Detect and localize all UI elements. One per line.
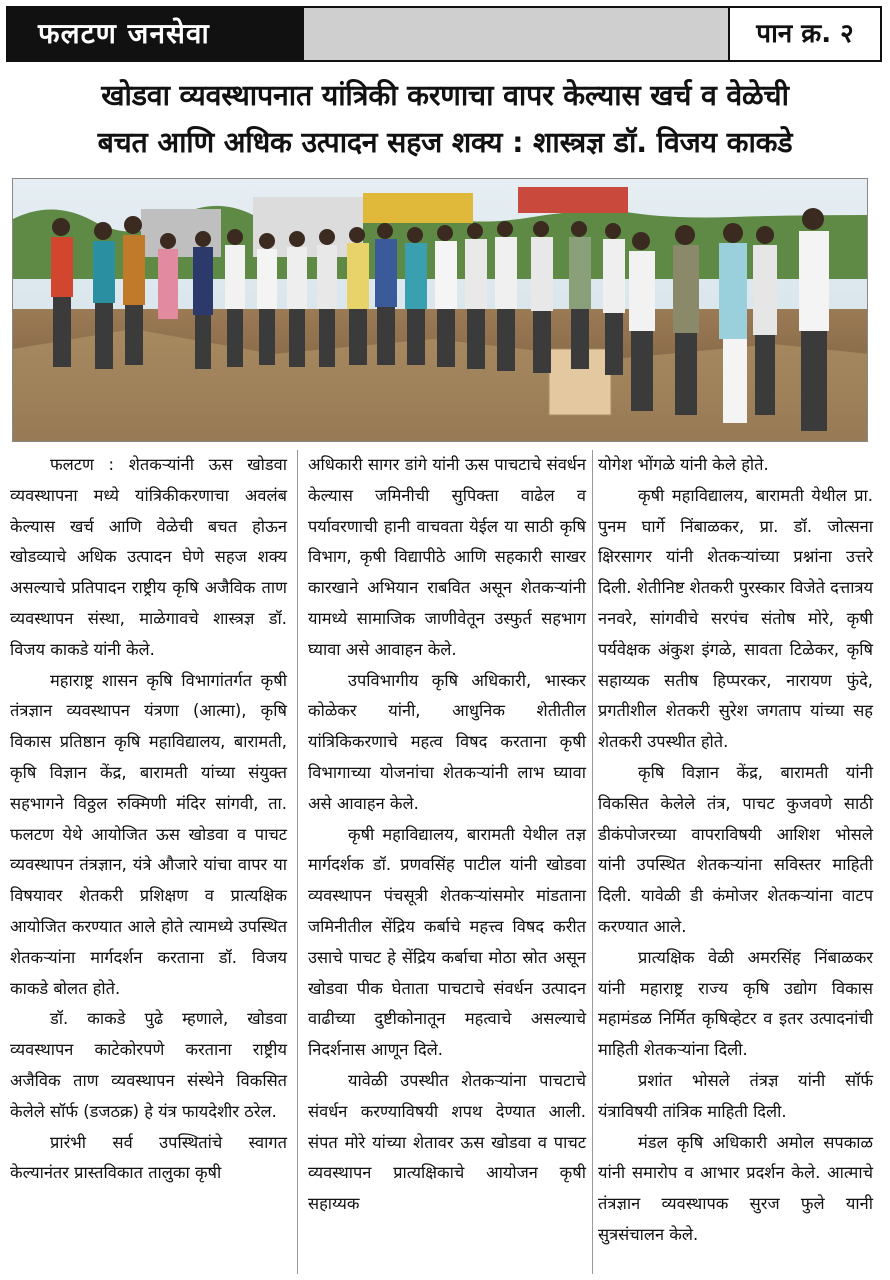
paragraph: योगेश भोंगळे यांनी केले होते. <box>598 455 769 474</box>
masthead-grey-band <box>304 8 730 60</box>
headline-line-1: खोडवा व्यवस्थापनात यांत्रिकी करणाचा वापर केल्यास खर्च व वेळेची <box>101 79 789 112</box>
paragraph: मंडल कृषि अधिकारी अमोल सपकाळ यांनी समारोप व आभार प्रदर्शन केले. आत्माचे तंत्रज्ञान व्यवस्थापक सुरज फुले यानी सुत्रसंचालन केले. <box>598 1132 873 1244</box>
paragraph: प्रारंभी सर्व उपस्थितांचे स्वागत केल्यानंतर प्रास्तविकात तालुका कृषी <box>10 1132 287 1183</box>
paragraph: फलटण : शेतकऱ्यांनी ऊस खोडवा व्यवस्थापना मध्ये यांत्रिकीकरणाचा अवलंब केल्यास खर्च आणि वेळेची बचत होऊन खोडव्याचे अधिक उत्पादन घेणे सहज शक्य असल्याचे प्रतिपादन राष्ट्रीय कृषि अजैविक ताण व्यवस्थापन संस्था, माळेगावचे शास्त्रज्ञ डॉ. विजय काकडे यांनी केले. <box>10 455 287 659</box>
article-column-2 <box>308 450 586 1220</box>
article-column-3 <box>598 450 873 1251</box>
column-divider-2 <box>592 450 593 1274</box>
page-number: पान क्र. २ <box>756 19 854 49</box>
headline-line-2: बचत आणि अधिक उत्पादन सहज शक्य : शास्त्रज्ञ डॉ. विजय काकडे <box>97 126 793 159</box>
column-divider-1 <box>297 450 298 1274</box>
machine-red <box>518 187 628 213</box>
paragraph: महाराष्ट्र शासन कृषि विभागांतर्गत कृषी तंत्रज्ञान व्यवस्थापन यंत्रणा (आत्मा), कृषि विकास प्रतिष्ठान कृषि महाविद्यालय, बारामती, कृषि विज्ञान केंद्र, बारामती यांच्या संयुक्त सहभागने विठ्ठल रुक्मिणी मंदिर सांगवी, ता. फलटण येथे आयोजित ऊस खोडवा व पाचट व्यवस्थापन तंत्रज्ञान, यंत्रे औजारे यांचा वापर या विषयावर शेतकरी प्रशिक्षण व प्रात्यक्षिक आयोजित करण्यात आले होते त्यामध्ये उपस्थित शेतकऱ्यांना मार्गदर्शन करताना डॉ. विजय काकडे बोलत होते. <box>10 670 287 998</box>
paragraph: प्रात्यक्षिक वेळी अमरसिंह निंबाळकर यांनी महाराष्ट्र राज्य कृषि उद्योग विकास महामंडळ निर्मित कृषिव्हेटर व इतर उत्पादनांची माहिती शेतकऱ्यांना दिली. <box>598 947 873 1060</box>
machine-yellow <box>363 193 473 223</box>
newspaper-name: फलटण जनसेवा <box>8 8 304 60</box>
headline <box>8 72 882 166</box>
paragraph: अधिकारी सागर डांगे यांनी ऊस पाचटाचे संवर्धन केल्यास जमिनीची सुपिक्ता वाढेल व पर्यावरणाची हानी वाचवता येईल या साठी कृषि विभाग, कृषी विद्यापीठे आणि सहकारी साखर कारखाने अभियान राबवित असून शेतकऱ्यांनी यामध्ये सामाजिक जाणीवेतून उस्फुर्त सहभाग घ्यावा असे आवाहन केले. <box>308 455 586 659</box>
paragraph: उपविभागीय कृषि अधिकारी, भास्कर कोळेकर यांनी, आधुनिक शेतीतील यांत्रिकिकरणाचे महत्व विषद करताना कृषी विभागाच्या योजनांचा शेतकऱ्यांनी लाभ घ्यावा असे आवाहन केले. <box>308 670 586 813</box>
paragraph: कृषी महाविद्यालय, बारामती येथील प्रा. पुनम घार्गे निंबाळकर, प्रा. डॉ. जोत्सना क्षिरसागर यांनी शेतकऱ्यांच्या प्रश्नांना उत्तरे दिली. शेतीनिष्ट शेतकरी पुरस्कार विजेते दत्तात्रय ननवरे, सांगवीचे सरपंच संतोष मोरे, कृषी पर्यवेक्षक अंकुश इंगळे, सावता टिळेकर, कृषि सहाय्यक सतीष हिप्परकर, नारायण फुंदे, प्रगतीशील शेतकरी सुरेश जगताप यांच्या सह शेतकरी उपस्थीत होते. <box>598 485 873 752</box>
paragraph: कृषि विज्ञान केंद्र, बारामती यांनी विकसित केलेले तंत्र, पाचट कुजवणे साठी डीकंपोजरच्या वापराविषयी आशिश भोसले यांनी उपस्थित शेतकऱ्यांना सविस्तर माहिती दिली. यावेळी डी कंमोजर शेतकऱ्यांना वाटप करण्यात आले. <box>598 762 873 936</box>
paragraph: प्रशांत भोसले तंत्रज्ञ यांनी सॉर्फ यंत्राविषयी तांत्रिक माहिती दिली. <box>598 1070 873 1121</box>
paragraph: डॉ. काकडे पुढे म्हणाले, खोडवा व्यवस्थापन काटेकोरपणे करताना राष्ट्रीय अजैविक ताण व्यवस्थापन संस्थेने विकसित केलेले सॉर्फ (डजठक्र) हे यंत्र फायदेशीर ठरेल. <box>10 1009 287 1121</box>
news-photo <box>12 178 868 442</box>
article-column-1 <box>10 450 287 1189</box>
paragraph: यावेळी उपस्थीत शेतकऱ्यांना पाचटाचे संवर्धन करण्याविषयी शपथ देण्यात आली. संपत मोरे यांच्या शेतावर ऊस खोडवा व पाचट व्यवस्थापन प्रात्यक्षिकाचे आयोजन कृषी सहाय्यक <box>308 1070 586 1214</box>
masthead <box>6 6 882 62</box>
group-photo-illustration <box>13 179 868 442</box>
paragraph: कृषी महाविद्यालय, बारामती येथील तज्ञ मार्गदर्शक डॉ. प्रणवसिंह पाटील यांनी खोडवा व्यवस्थापन पंचसूत्री शेतकऱ्यांसमोर मांडताना जमिनीतील सेंद्रिय कर्बाचे महत्त्व विषद करीत उसाचे पाचट हे सेंद्रिय कर्बाचा मोठा स्रोत असून खोडवा पीक घेताता पाचटाचे संवर्धन उत्पादन वाढीच्या दुष्टीकोनातून महत्वाचे असल्याचे निदर्शनास आणून दिले. <box>308 824 586 1060</box>
